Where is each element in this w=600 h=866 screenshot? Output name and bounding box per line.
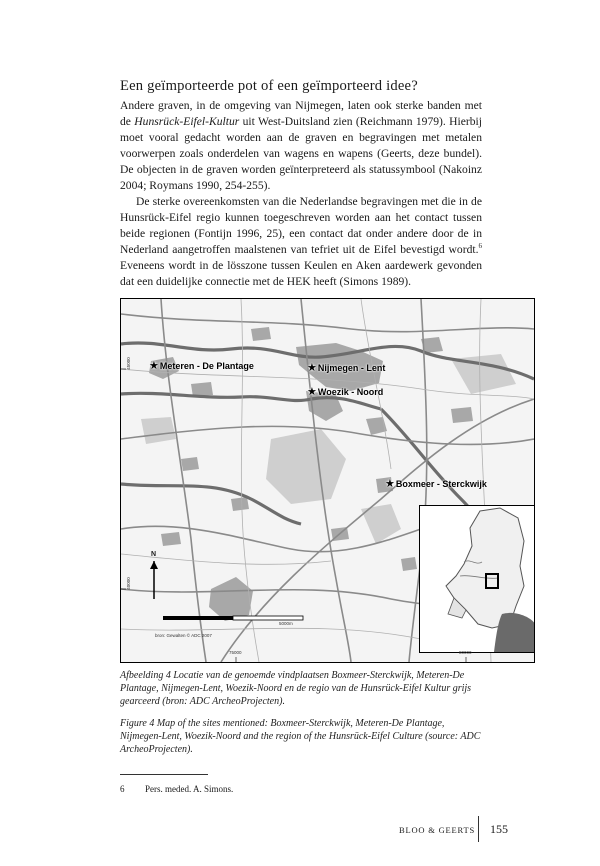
footnote-number: 6: [120, 784, 125, 794]
section-heading: Een geïmporteerde pot of een geïmporteerd idee?: [120, 78, 418, 94]
site-marker-boxmeer: [385, 479, 487, 489]
north-arrow: [149, 551, 163, 601]
paragraph-2-text-b: Eveneens wordt in de lösszone tussen Keulen en Aken aardewerk gevonden dat een duidelijke connectie met de HEK heeft (Simons 1989).: [120, 259, 482, 288]
star-icon: ★: [149, 360, 159, 372]
star-icon: ★: [385, 478, 395, 490]
footnote: [120, 784, 233, 794]
footnote-ref[interactable]: 6: [478, 242, 482, 251]
paragraph-1: [120, 98, 482, 194]
scale-bar: [163, 616, 303, 620]
footnote-divider: [120, 774, 208, 775]
footer-divider: [478, 816, 479, 842]
footnote-text: Pers. meded. A. Simons.: [145, 784, 234, 794]
site-label: Meteren - De Plantage: [159, 361, 254, 371]
star-icon: ★: [307, 386, 317, 398]
site-label: Boxmeer - Sterckwijk: [395, 479, 487, 489]
star-icon: ★: [307, 362, 317, 374]
paragraph-2: [120, 194, 482, 290]
site-marker-woezik-noord: [307, 387, 383, 397]
inset-locator-map: [419, 505, 535, 653]
inset-map-drawing: [420, 506, 535, 652]
site-label: Woezik - Noord: [317, 387, 384, 397]
page-number: 155: [490, 822, 508, 836]
paragraph-1-text-b: uit West-Duitsland zien (Reichmann 1979). Hierbij moet vooral gedacht worden aan de graven en begravingen met metalen voorwerpen zoals onderdelen van wagens en wapens (Geerts, deze bundel). De objecten in de graven worden geïnterpreteerd als statussymbool (Nakoinz 2004; Roymans 1990, 254-255).: [120, 115, 483, 192]
site-label: Nijmegen - Lent: [317, 363, 386, 373]
running-footer: BLOO & GEERTS: [399, 825, 476, 835]
body-text: [120, 98, 482, 290]
map-figure: [120, 298, 535, 663]
caption-dutch: Afbeelding 4 Locatie van de genoemde vindplaatsen Boxmeer-Sterckwijk, Meteren-De Plantage, Nijmegen-Lent, Woezik-Noord en de regio van de Hunsrück-Eifel Kultur grijs gearceerd (bron: ADC ArcheoProjecten).: [120, 670, 472, 708]
site-marker-nijmegen-lent: [307, 363, 385, 373]
caption-english: Figure 4 Map of the sites mentioned: Boxmeer-Sterckwijk, Meteren-De Plantage, Nijmegen-Lent, Woezik-Noord and the region of the Hunsrück-Eifel Culture (source: ADC ArcheoProjecten).: [120, 718, 481, 756]
coord-label: 80000: [459, 650, 472, 655]
north-arrow-icon: [149, 559, 163, 609]
map-credit: bron: Gewalten © ADC 2007: [155, 633, 212, 638]
paragraph-1-italic: Hunsrück-Eifel-Kultur: [134, 115, 240, 128]
site-marker-meteren: [149, 361, 254, 371]
paragraph-2-text-a: De sterke overeenkomsten van die Nederlandse begravingen met die in de Hunsrück-Eifel regio kunnen toegeschreven worden aan het contact tussen beide regionen (Fontijn 1996, 25), een contact dat onder andere door de in Nederland aangetroffen maalstenen van tefriet uit de Eifel bevestigd wordt.: [120, 195, 482, 256]
coord-label: 75000: [229, 650, 242, 655]
scale-label: 5000m: [279, 621, 293, 626]
paragraph-1-text-a: Andere graven, in de omgeving van Nijmegen, laten ook sterke banden met de: [120, 99, 482, 128]
north-label: N: [151, 551, 157, 558]
coord-label: 45000: [125, 357, 131, 370]
coord-label: 40000: [125, 577, 131, 590]
